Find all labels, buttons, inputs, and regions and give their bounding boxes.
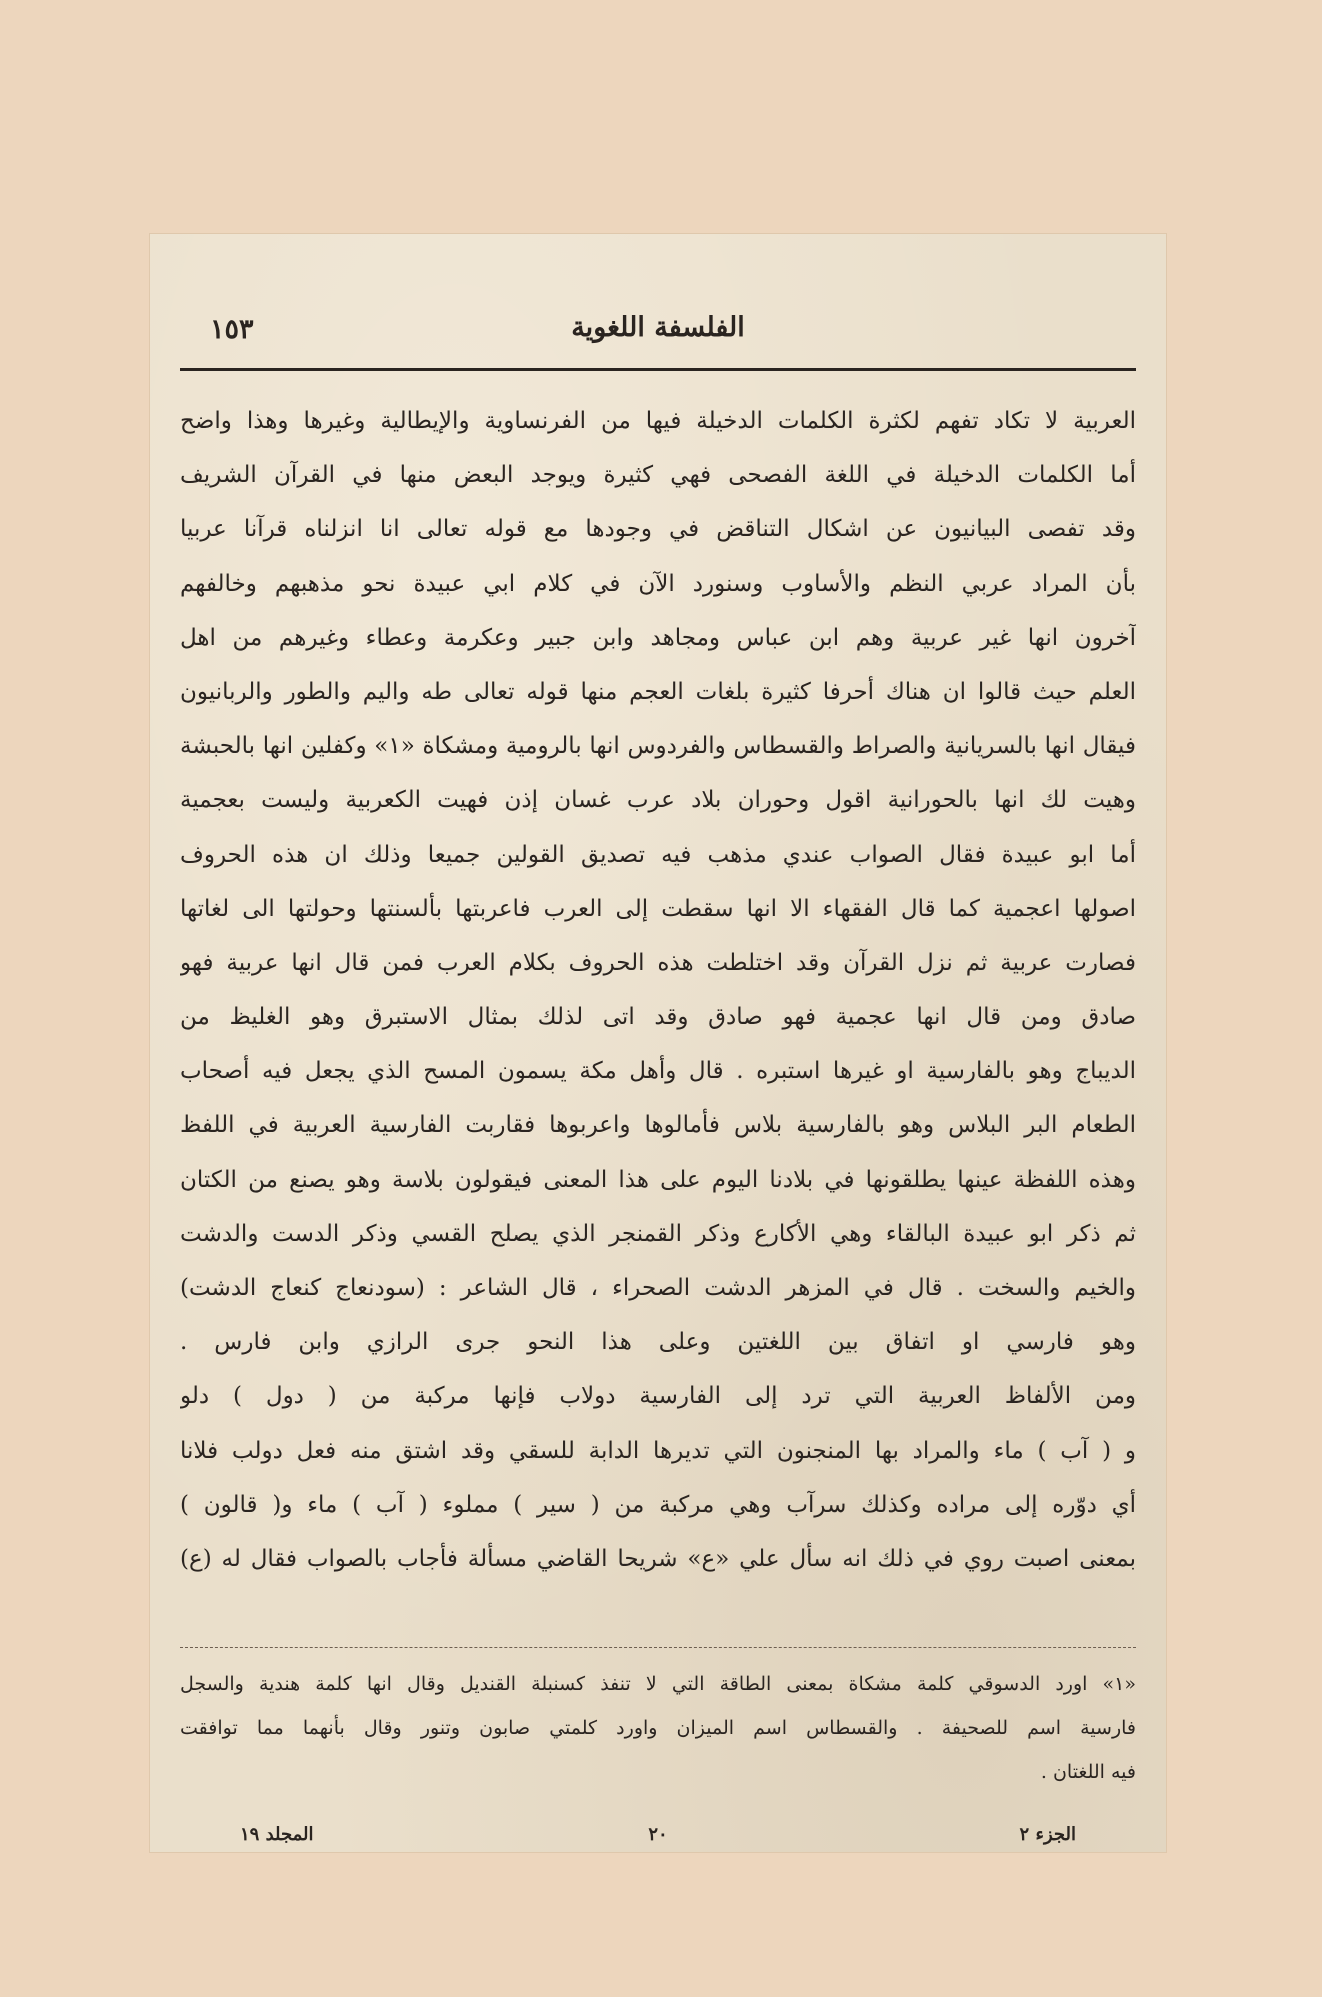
footnote-line: فارسية اسم للصحيفة . والقسطاس اسم الميزان واورد كلمتي صابون وتنور وقال بأنهما مما توافقت <box>180 1717 1136 1739</box>
body-line: العلم حيث قالوا ان هناك أحرفا كثيرة بلغات العجم منها قوله تعالى طه واليم والطور والربانيون <box>180 678 1136 705</box>
body-line: العربية لا تكاد تفهم لكثرة الكلمات الدخيلة فيها من الفرنساوية والإيطالية وغيرها وهذا واضح <box>180 408 1136 434</box>
header-rule <box>180 368 1136 371</box>
body-line: آخرون انها غير عربية وهم ابن عباس ومجاهد وابن جبير وعكرمة وعطاء وغيرهم من اهل <box>180 624 1136 651</box>
footer-part: الجزء ٢ <box>1019 1824 1076 1845</box>
body-line: الطعام البر البلاس وهو بالفارسية بلاس فأمالوها واعربوها فقاربت الفارسية العربية في اللفظ <box>180 1112 1136 1139</box>
body-line: الديباج وهو بالفارسية او غيرها استبره . قال وأهل مكة يسمون المسح الذي يجعل فيه أصحاب <box>180 1058 1136 1085</box>
body-line: و ( آب ) ماء والمراد بها المنجنون التي تديرها الدابة للسقي وقد اشتق منه فعل دولب فلانا <box>180 1437 1136 1464</box>
footnote-line: فيه اللغتان . <box>1040 1761 1136 1783</box>
footnotes <box>180 1662 1136 1794</box>
book-page <box>150 234 1166 1852</box>
body-line: وهيت لك انها بالحورانية اقول وحوران بلاد عرب غسان إذن فهيت الكعربية وليست بعجمية <box>180 787 1136 814</box>
body-line: اصولها اعجمية كما قال الفقهاء الا انها سقطت إلى العرب فاعربتها بألسنتها وحولتها الى لغاتها <box>180 895 1136 922</box>
body-line: ثم ذكر ابو عبيدة البالقاء وهي الأكارع وذكر القمنجر الذي يصلح القسي وذكر الدست والدشت <box>180 1220 1136 1247</box>
body-line: صادق ومن قال انها عجمية فهو صادق وقد اتى لذلك بمثال الاستبرق وهو الغليظ من <box>180 1004 1136 1031</box>
body-line: بأن المراد عربي النظم والأساوب وسنورد الآن في كلام ابي عبيدة نحو مذهبهم وخالفهم <box>180 570 1136 597</box>
body-line: فيقال انها بالسريانية والصراط والقسطاس والفردوس انها بالرومية ومشكاة «١» وكفلين انها بالحبشة <box>180 733 1136 760</box>
body-line: وهو فارسي او اتفاق بين اللغتين وعلى هذا النحو جرى الرازي وابن فارس . <box>180 1329 1136 1356</box>
footer-page-number: ٢٠ <box>648 1824 668 1845</box>
body-line: أما ابو عبيدة فقال الصواب عندي مذهب فيه تصديق القولين جميعا وذلك ان هذه الحروف <box>180 841 1136 868</box>
body-line: والخيم والسخت . قال في المزهر الدشت الصحراء ، قال الشاعر : (سودنعاج كنعاج الدشت) <box>180 1275 1136 1301</box>
body-line: بمعنى اصبت روي في ذلك انه سأل علي «ع» شريحا القاضي مسألة فأجاب بالصواب فقال له (ع) <box>180 1545 1136 1572</box>
footnote-line: «١» اورد الدسوقي كلمة مشكاة بمعنى الطاقة التي لا تنفذ كسنبلة القنديل وقال انها كلمة هندية والسجل <box>180 1673 1136 1695</box>
footnote-separator <box>180 1647 1136 1648</box>
body-line: وقد تفصى البيانيون عن اشكال التناقض في وجودها مع قوله تعالى انا انزلناه قرآنا عربيا <box>180 516 1136 543</box>
footer-volume: المجلد ١٩ <box>240 1824 314 1845</box>
body-line: فصارت عربية ثم نزل القرآن وقد اختلطت هذه الحروف بكلام العرب فمن قال انها عربية فهو <box>180 949 1136 976</box>
body-line: أما الكلمات الدخيلة في اللغة الفصحى فهي كثيرة ويوجد البعض منها في القرآن الشريف <box>180 462 1136 489</box>
body-line: وهذه اللفظة عينها يطلقونها في بلادنا اليوم على هذا المعنى فيقولون بلاسة وهو يصنع من الكتان <box>180 1166 1136 1193</box>
body-line: أي دوّره إلى مراده وكذلك سرآب وهي مركبة من ( سير ) مملوء ( آب ) ماء و( قالون ) <box>180 1491 1136 1518</box>
header-title: الفلسفة اللغوية <box>571 312 745 343</box>
body-text <box>180 394 1136 1584</box>
page-footer <box>180 1824 1136 1848</box>
body-line: ومن الألفاظ العربية التي ترد إلى الفارسية دولاب فإنها مركبة من ( دول ) دلو <box>180 1383 1136 1410</box>
running-header <box>180 312 1136 358</box>
header-page-number: ١٥٣ <box>210 314 254 345</box>
